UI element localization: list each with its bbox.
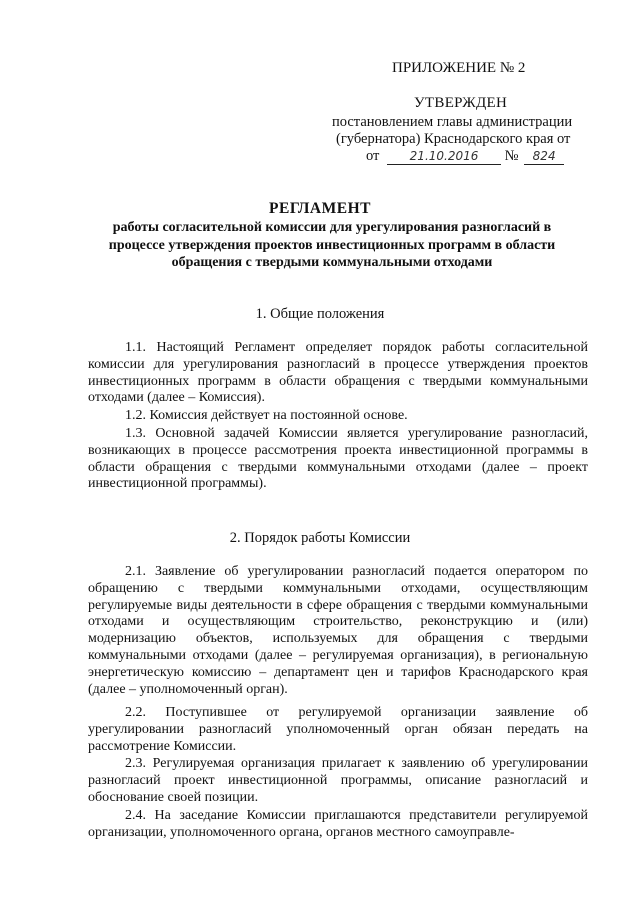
- section-1-heading: 1. Общие положения: [255, 306, 385, 322]
- paragraph-1-2: 1.2. Комиссия действует на постоянной основе.: [125, 408, 408, 423]
- from-label: от: [366, 148, 380, 164]
- decree-line-2: (губернатора) Краснодарского края от: [336, 131, 571, 147]
- appendix-label: ПРИЛОЖЕНИЕ № 2: [392, 60, 526, 76]
- paragraph-1-1: 1.1. Настоящий Регламент определяет порядок работы согласительной комиссии для урегулирования разногласий в процессе утверждения проектов инвестиционных программ в области обращения с твердыми коммунальными отходами (далее – Комиссия).: [88, 340, 588, 406]
- section-2-heading: 2. Порядок работы Комиссии: [229, 530, 411, 546]
- decree-line-1: постановлением главы администрации: [332, 114, 573, 130]
- paragraph-1-3: 1.3. Основной задачей Комиссии является урегулирование разногласий, возникающих в процессе рассмотрения проекта инвестиционной программы в области обращения с твердыми коммунальными отходами (далее – проект инвестиционной программы).: [88, 426, 588, 492]
- number-label: №: [504, 148, 519, 164]
- document-title: РЕГЛАМЕНТ: [269, 200, 371, 217]
- handwritten-number: 824: [524, 149, 564, 165]
- document-subtitle: работы согласительной комиссии для урегулирования разногласий в процессе утверждения проектов инвестиционных программ в области обращения с твердыми коммунальными отходами: [108, 220, 556, 270]
- paragraph-2-4: 2.4. На заседание Комиссии приглашаются представители регулируемой организации, уполномоченного органа, органов местного самоуправле-: [88, 808, 588, 840]
- approved-label: УТВЕРЖДЕН: [414, 95, 508, 111]
- paragraph-2-1: 2.1. Заявление об урегулировании разногласий подается оператором по обращению с твердыми коммунальными отходами, осуществляющим регулируемые виды деятельности в сфере обращения с твердыми коммунальными отходами и осуществляющим строительство, реконструкцию и (или) модернизацию объектов, используемых для обращения с твердыми коммунальными отходами (далее – регулируемая организация), в региональную энергетическую комиссию – департамент цен и тарифов Краснодарского края (далее – уполномоченный орган).: [88, 564, 588, 697]
- paragraph-2-2: 2.2. Поступившее от регулируемой организации заявление об урегулировании разногласий уполномоченный орган обязан передать на рассмотрение Комиссии.: [88, 705, 588, 754]
- handwritten-date: 21.10.2016: [387, 149, 501, 165]
- paragraph-2-3: 2.3. Регулируемая организация прилагает к заявлению об урегулировании разногласий проект инвестиционной программы, описание разногласий и обоснование своей позиции.: [88, 756, 588, 805]
- decree-date-line: [366, 148, 564, 165]
